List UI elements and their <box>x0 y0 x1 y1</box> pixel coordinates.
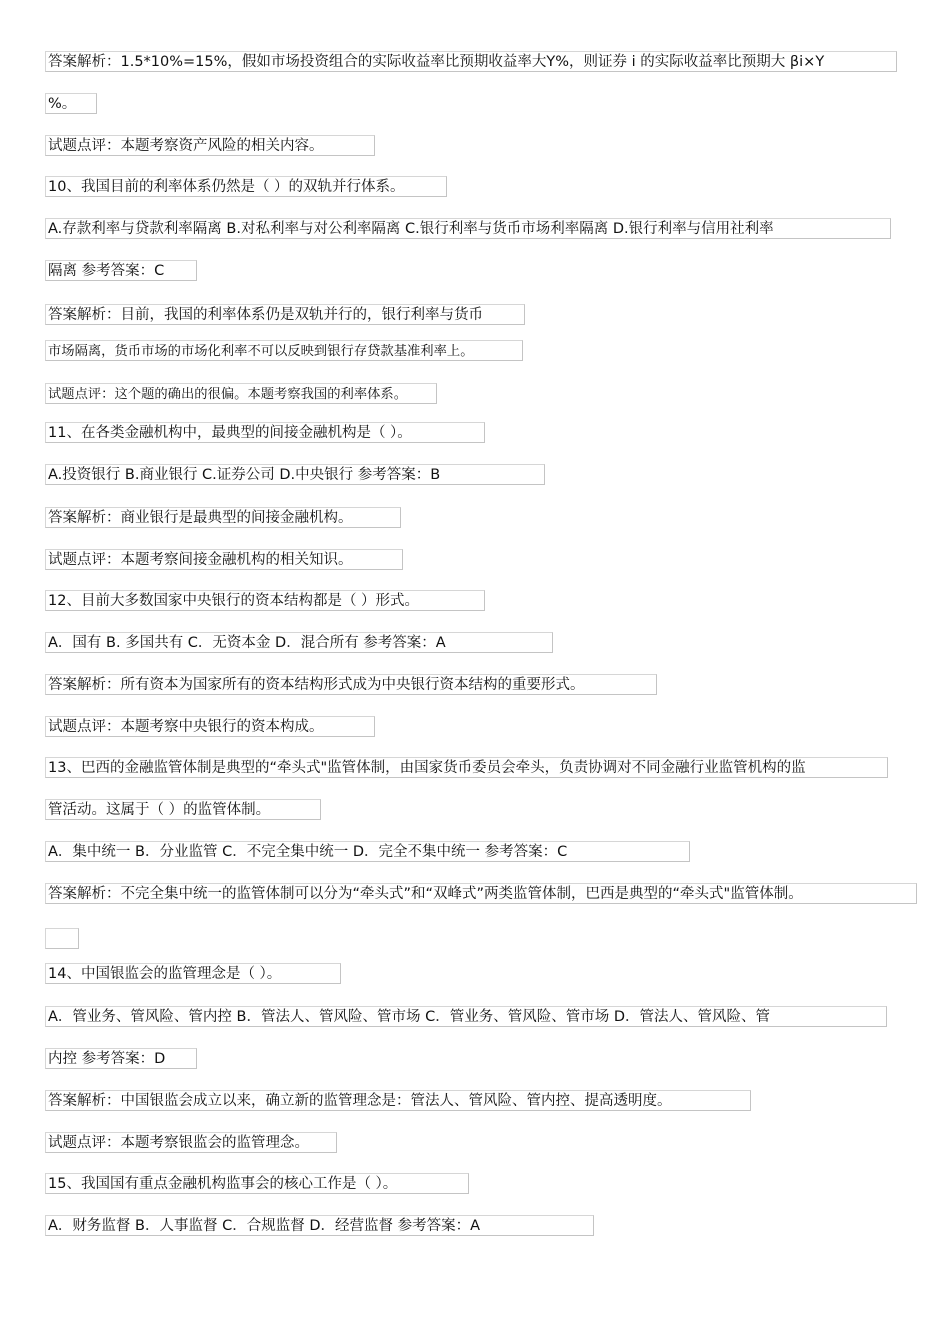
question-14-comment: 试题点评：本题考察银监会的监管理念。 <box>45 1132 337 1153</box>
question-11-options-answer: A.投资银行 B.商业银行 C.证券公司 D.中央银行 参考答案：B <box>45 464 545 485</box>
question-10-stem: 10、我国目前的利率体系仍然是（ ）的双轨并行体系。 <box>45 176 447 197</box>
question-15-stem: 15、我国国有重点金融机构监事会的核心工作是（ ）。 <box>45 1173 469 1194</box>
question-10-analysis: 答案解析：目前，我国的利率体系仍是双轨并行的，银行利率与货币 <box>45 304 525 325</box>
question-11-analysis: 答案解析：商业银行是最典型的间接金融机构。 <box>45 507 401 528</box>
question-10-answer: 隔离 参考答案：C <box>45 260 197 281</box>
question-11-comment: 试题点评：本题考察间接金融机构的相关知识。 <box>45 549 403 570</box>
question-12-stem: 12、目前大多数国家中央银行的资本结构都是（ ）形式。 <box>45 590 485 611</box>
question-13-analysis: 答案解析：不完全集中统一的监管体制可以分为“牵头式”和“双峰式”两类监管体制，巴西是典型的“牵头式"监管体制。 <box>45 883 917 904</box>
question-14-answer: 内控 参考答案：D <box>45 1048 197 1069</box>
question-13-options-answer: A．集中统一 B．分业监管 C．不完全集中统一 D．完全不集中统一 参考答案：C <box>45 841 690 862</box>
question-15-options-answer: A．财务监督 B．人事监督 C．合规监督 D．经营监督 参考答案：A <box>45 1215 594 1236</box>
empty-text-box <box>45 928 79 949</box>
question-12-options-answer: A．国有 B. 多国共有 C．无资本金 D．混合所有 参考答案：A <box>45 632 553 653</box>
answer-analysis-continuation: %。 <box>45 93 97 114</box>
question-13-stem-continuation: 管活动。这属于（ ）的监管体制。 <box>45 799 321 820</box>
question-12-comment: 试题点评：本题考察中央银行的资本构成。 <box>45 716 375 737</box>
question-comment-line: 试题点评：本题考察资产风险的相关内容。 <box>45 135 375 156</box>
answer-analysis-line: 答案解析：1.5*10%=15%，假如市场投资组合的实际收益率比预期收益率大Y%，则证券 i 的实际收益率比预期大 βi×Y <box>45 51 897 72</box>
question-10-comment: 试题点评：这个题的确出的很偏。本题考察我国的利率体系。 <box>45 383 437 404</box>
question-14-options: A．管业务、管风险、管内控 B．管法人、管风险、管市场 C．管业务、管风险、管市场 D．管法人、管风险、管 <box>45 1006 887 1027</box>
question-14-stem: 14、中国银监会的监管理念是（ ）。 <box>45 963 341 984</box>
question-10-analysis-continuation: 市场隔离，货币市场的市场化利率不可以反映到银行存贷款基准利率上。 <box>45 340 523 361</box>
question-10-options: A.存款利率与贷款利率隔离 B.对私利率与对公利率隔离 C.银行利率与货币市场利率隔离 D.银行利率与信用社利率 <box>45 218 891 239</box>
question-11-stem: 11、在各类金融机构中，最典型的间接金融机构是（ ）。 <box>45 422 485 443</box>
question-13-stem: 13、巴西的金融监管体制是典型的“牵头式"监管体制，由国家货币委员会牵头，负责协调对不同金融行业监管机构的监 <box>45 757 888 778</box>
question-12-analysis: 答案解析：所有资本为国家所有的资本结构形式成为中央银行资本结构的重要形式。 <box>45 674 657 695</box>
question-14-analysis: 答案解析：中国银监会成立以来，确立新的监管理念是：管法人、管风险、管内控、提高透明度。 <box>45 1090 751 1111</box>
